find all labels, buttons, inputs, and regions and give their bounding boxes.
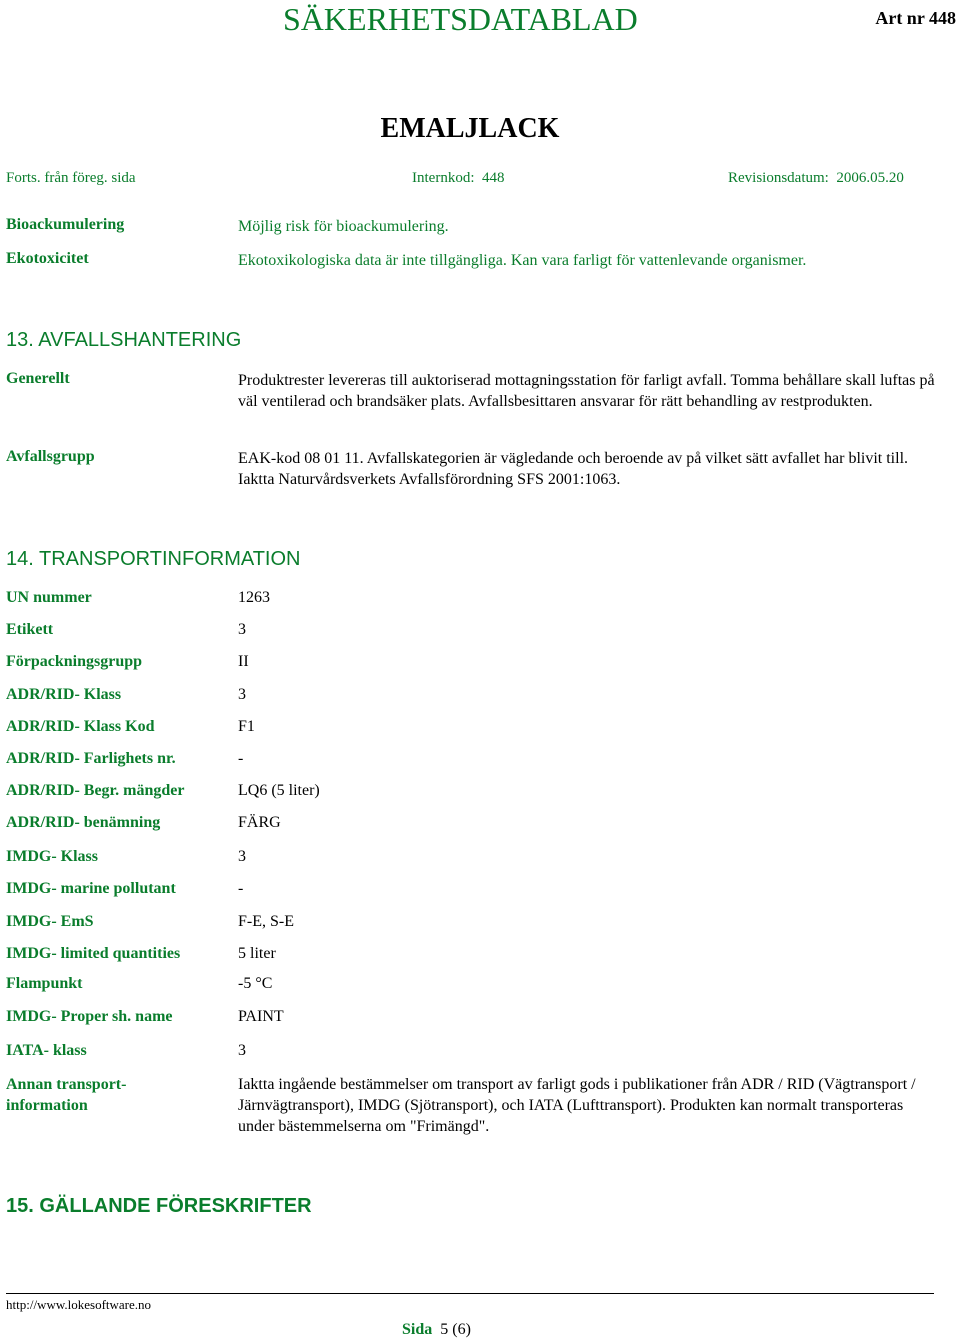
transport-value: -5 °C bbox=[238, 975, 273, 992]
section-14-heading: 14. TRANSPORTINFORMATION bbox=[6, 548, 301, 570]
transport-value: 1263 bbox=[238, 589, 270, 606]
transport-label: Förpackningsgrupp bbox=[6, 653, 143, 670]
ecotoxicity-text: Ekotoxikologiska data är inte tillgängliga. Kan vara farligt för vattenlevande organismer. bbox=[238, 252, 807, 269]
other-transport-text: Iaktta ingående bestämmelser om transport av farligt gods i publikationer från ADR / RID (Vägtransport / Järnvägtransport), IMDG (Sjötransport), och IATA (Lufttransport). Produkten kan normalt transporteras under bästemmelserna om "Frimängd". bbox=[238, 1076, 916, 1135]
page-label: Sida bbox=[402, 1321, 433, 1338]
transport-value: 3 bbox=[238, 848, 246, 865]
transport-value: PAINT bbox=[238, 1008, 284, 1025]
section-13-heading: 13. AVFALLSHANTERING bbox=[6, 329, 242, 351]
revision-label: Revisionsdatum: bbox=[728, 170, 829, 186]
general-label: Generellt bbox=[6, 370, 70, 387]
continued-note: Forts. från föreg. sida bbox=[6, 170, 136, 186]
waste-group-label: Avfallsgrupp bbox=[6, 448, 95, 465]
transport-label: ADR/RID- Begr. mängder bbox=[6, 782, 185, 799]
footer-url[interactable]: http://www.lokesoftware.no bbox=[6, 1297, 152, 1312]
internal-code-value: 448 bbox=[481, 170, 505, 186]
internal-code-label: Internkod: bbox=[412, 170, 475, 186]
ecotoxicity-label: Ekotoxicitet bbox=[6, 250, 89, 267]
footer-divider bbox=[6, 1293, 934, 1294]
waste-group-text: EAK-kod 08 01 11. Avfallskategorien är vägledande och beroende av på vilket sätt avfallet har blivit till. Iaktta Naturvårdsverkets Avfallsförordning SFS 2001:1063. bbox=[238, 450, 909, 488]
transport-label: IMDG- marine pollutant bbox=[6, 880, 176, 897]
article-number: Art nr 448 bbox=[875, 8, 956, 28]
transport-label: Etikett bbox=[6, 621, 54, 638]
transport-label: ADR/RID- Farlighets nr. bbox=[6, 750, 176, 767]
transport-label: Flampunkt bbox=[6, 975, 83, 992]
other-transport-label-line2: information bbox=[6, 1097, 88, 1114]
transport-label: IMDG- Proper sh. name bbox=[6, 1008, 173, 1025]
revision-date bbox=[728, 170, 904, 187]
bioaccumulation-text: Möjlig risk för bioackumulering. bbox=[238, 218, 449, 235]
transport-value: FÄRG bbox=[238, 814, 281, 831]
internal-code bbox=[412, 170, 504, 187]
section-15-heading: 15. GÄLLANDE FÖRESKRIFTER bbox=[6, 1195, 312, 1217]
transport-label: IMDG- limited quantities bbox=[6, 945, 181, 962]
general-text: Produktrester levereras till auktoriserad mottagningsstation för farligt avfall. Tomma behållare skall luftas på väl ventilerad och brandsäker plats. Avfallsbesittaren ansvarar för rätt behandling av restprodukten. bbox=[238, 372, 935, 410]
transport-label: UN nummer bbox=[6, 589, 92, 606]
transport-value: II bbox=[238, 653, 249, 670]
transport-value: 5 liter bbox=[238, 945, 276, 962]
transport-label: ADR/RID- Klass bbox=[6, 686, 122, 703]
transport-value: - bbox=[238, 750, 244, 767]
transport-value: 3 bbox=[238, 686, 246, 703]
bioaccumulation-label: Bioackumulering bbox=[6, 216, 125, 233]
transport-value: LQ6 (5 liter) bbox=[238, 782, 320, 799]
product-name: EMALJLACK bbox=[380, 113, 560, 144]
page-value: 5 (6) bbox=[440, 1321, 471, 1338]
document-title: SÄKERHETSDATABLAD bbox=[283, 1, 638, 37]
transport-value: - bbox=[238, 880, 244, 897]
transport-label: ADR/RID- benämning bbox=[6, 814, 161, 831]
revision-value: 2006.05.20 bbox=[836, 170, 904, 186]
other-transport-label-line1: Annan transport- bbox=[6, 1076, 127, 1093]
transport-value: 3 bbox=[238, 621, 246, 638]
transport-value: F-E, S-E bbox=[238, 913, 294, 930]
page-number bbox=[402, 1321, 471, 1339]
transport-label: IMDG- Klass bbox=[6, 848, 98, 865]
transport-value: 3 bbox=[238, 1042, 246, 1059]
transport-label: IATA- klass bbox=[6, 1042, 87, 1059]
other-transport-label bbox=[6, 1074, 126, 1116]
transport-value: F1 bbox=[238, 718, 255, 735]
transport-label: IMDG- EmS bbox=[6, 913, 94, 930]
transport-label: ADR/RID- Klass Kod bbox=[6, 718, 155, 735]
